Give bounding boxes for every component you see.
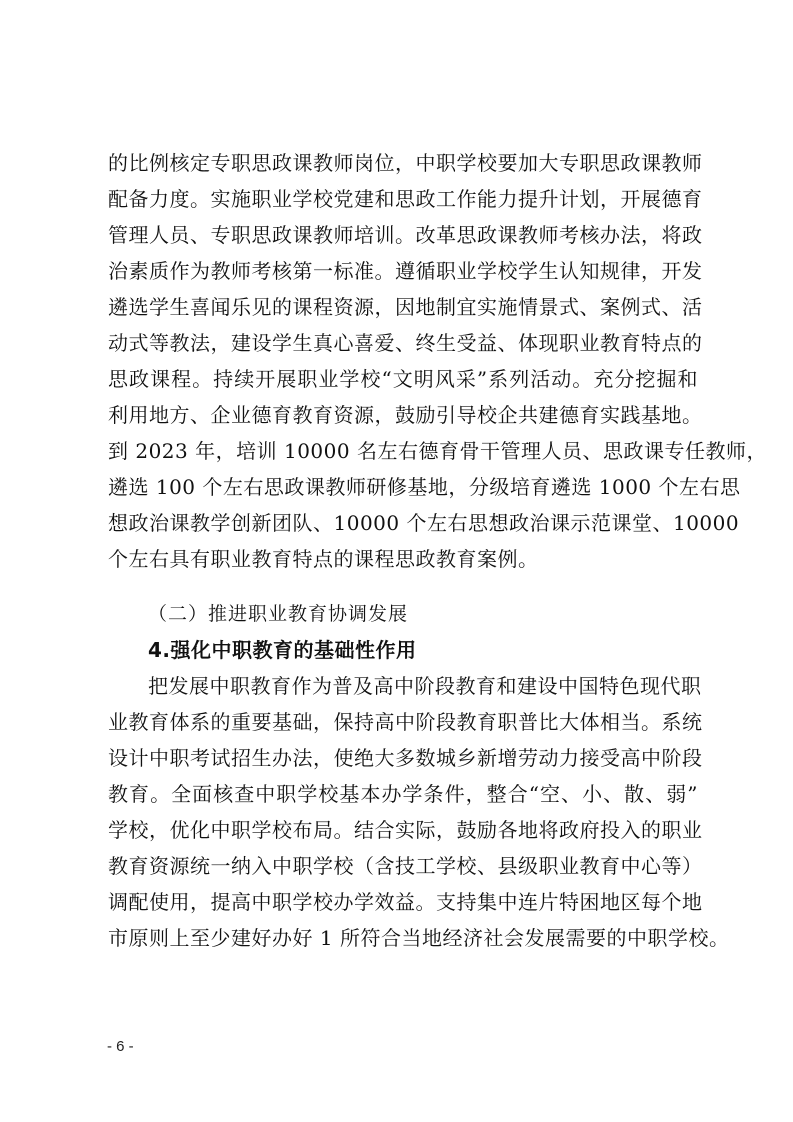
- text-line: 治素质作为教师考核第一标准。遵循职业学校学生认知规律，开发: [108, 259, 703, 283]
- text-line: 动式等教法，建设学生真心喜爱、终生受益、体现职业教育特点的: [108, 331, 703, 355]
- text-line: 想政治课教学创新团队、10000 个左右思想政治课示范课堂、10000: [108, 511, 740, 535]
- text-line: 配备力度。实施职业学校党建和思政工作能力提升计划，开展德育: [108, 187, 703, 211]
- text-line: 遴选 100 个左右思政课教师研修基地，分级培育遴选 1000 个左右思: [108, 475, 741, 499]
- text-line: 遴选学生喜闻乐见的课程资源，因地制宜实施情景式、案例式、活: [108, 295, 703, 319]
- text-line: 业教育体系的重要基础，保持高中阶段教育职普比大体相当。系统: [108, 710, 703, 734]
- text-line: 教育资源统一纳入中职学校（含技工学校、县级职业教育中心等）: [108, 854, 703, 878]
- text-line: 教育。全面核查中职学校基本办学条件，整合“空、小、散、弱”: [108, 782, 698, 806]
- text-line: 市原则上至少建好办好 1 所符合当地经济社会发展需要的中职学校。: [108, 926, 730, 950]
- text-line: 管理人员、专职思政课教师培训。改革思政课教师考核办法，将政: [108, 223, 703, 247]
- text-line: 思政课程。持续开展职业学校“文明风采”系列活动。充分挖掘和: [108, 367, 698, 391]
- page-number: - 6 -: [107, 1038, 134, 1055]
- text-line: 把发展中职教育作为普及高中阶段教育和建设中国特色现代职: [148, 674, 702, 698]
- section-heading: （二）推进职业教育协调发展: [148, 603, 409, 625]
- text-line: 学校，优化中职学校布局。结合实际，鼓励各地将政府投入的职业: [108, 818, 703, 842]
- text-line: 个左右具有职业教育特点的课程思政教育案例。: [108, 547, 539, 571]
- text-line: 利用地方、企业德育教育资源，鼓励引导校企共建德育实践基地。: [108, 403, 703, 427]
- text-line: 调配使用，提高中职学校办学效益。支持集中连片特困地区每个地: [108, 890, 703, 914]
- subsection-heading: 4.强化中职教育的基础性作用: [148, 638, 417, 662]
- text-line: 设计中职考试招生办法，使绝大多数城乡新增劳动力接受高中阶段: [108, 746, 703, 770]
- text-line: 的比例核定专职思政课教师岗位，中职学校要加大专职思政课教师: [108, 151, 703, 175]
- text-line: 到 2023 年，培训 10000 名左右德育骨干管理人员、思政课专任教师，: [108, 439, 767, 463]
